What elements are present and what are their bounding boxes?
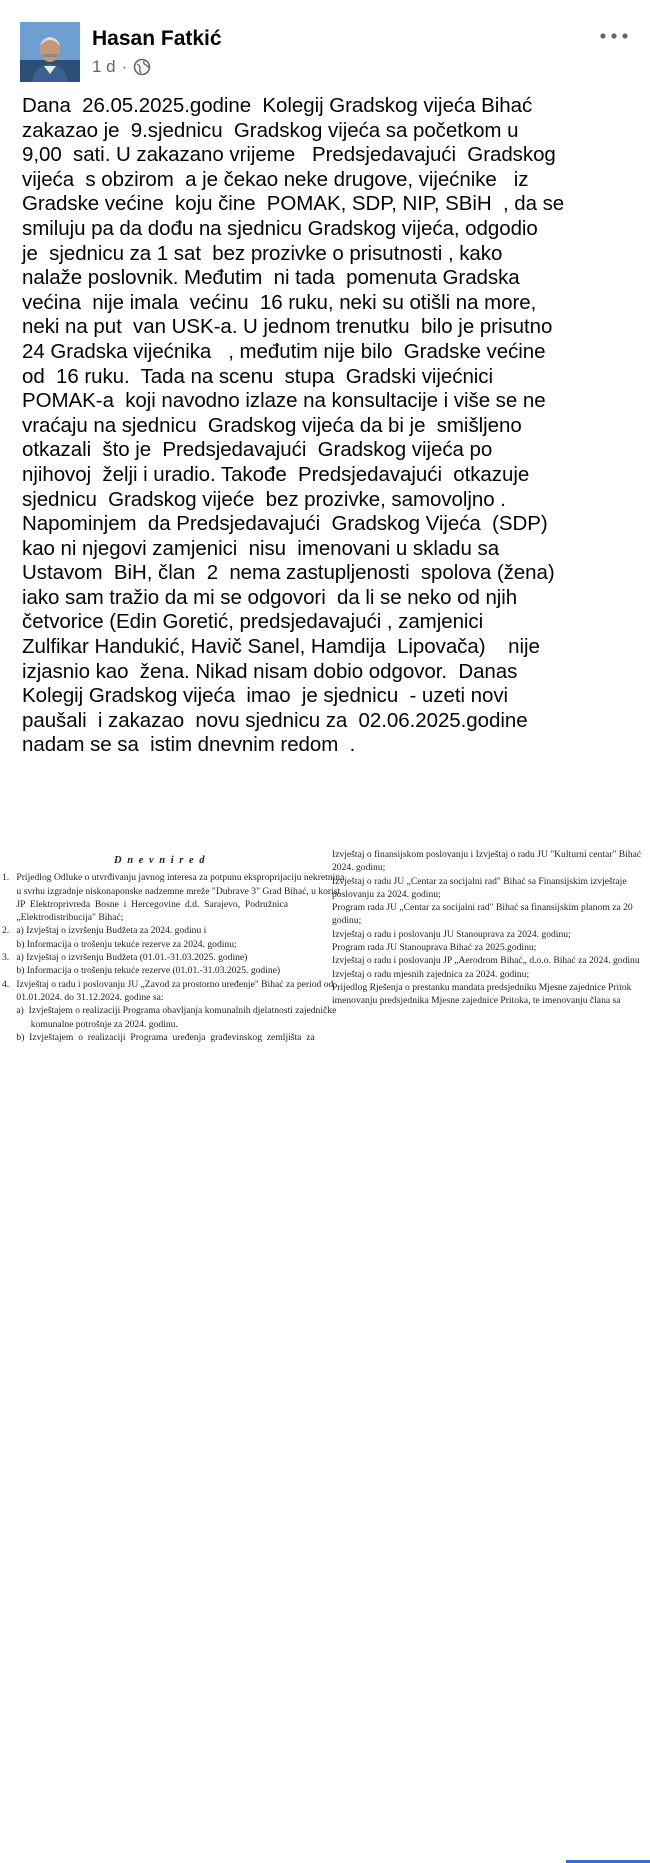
post-text-line: paušali i zakazao novu sjednicu za 02.06.2025.godine bbox=[22, 708, 528, 732]
text-line: imenovanju predsjednika Mjesne zajednice Pritoka, te imenovanju člana sa bbox=[332, 995, 621, 1007]
document-image-agenda-continued[interactable] bbox=[326, 842, 650, 1024]
agenda-continued-lines bbox=[326, 848, 650, 1008]
post-text-line: kao ni njegovi zamjenici nisu imenovani u skladu sa bbox=[22, 536, 500, 560]
post-text-line: 9,00 sati. U zakazano vrijeme Predsjedavajući Gradskog bbox=[22, 143, 556, 167]
text-line: Izvještaj o radu mjesnih zajednica za 2024. godinu; bbox=[332, 968, 530, 980]
post-text-line: Kolegij Gradskog vijeća imao je sjednicu - uzeti novi bbox=[22, 684, 509, 708]
post-text-line: njihovoj želji i uradio. Takođe Predsjedavajući otkazuje bbox=[22, 462, 530, 486]
text-line: Program rada JU „Centar za socijalni rad" Bihać sa finansijskim planom za 20 bbox=[332, 902, 633, 914]
post-body-text bbox=[22, 94, 642, 758]
text-line: a) Izvještajem o realizaciji Programa obavljanja komunalnih djelatnosti zajedničke bbox=[2, 1005, 337, 1017]
post-text-line: POMAK-a koji navodno izlaze na konsultacije i više se ne bbox=[22, 389, 546, 413]
post-text-line: od 16 ruku. Tada na scenu stupa Gradski vijećnici bbox=[22, 364, 494, 388]
text-line: Izvještaj o radu i poslovanju JP „Aerodrom Bihać„ d.o.o. Bihać za 2024. godinu bbox=[332, 955, 640, 967]
post-text-line: iako sam tražio da mi se odgovori da li se neko od njih bbox=[22, 585, 518, 609]
agenda-lines bbox=[0, 871, 345, 1044]
attached-document-images[interactable] bbox=[0, 842, 650, 1043]
avatar-photo bbox=[20, 22, 80, 82]
text-line: 2024. godinu; bbox=[332, 862, 386, 874]
post-text-line: nadam se sa istim dnevnim redom . bbox=[22, 733, 356, 757]
post-text-line: većina nije imala većinu 16 ruku, neki su otišli na more, bbox=[22, 290, 537, 314]
post-meta bbox=[92, 57, 151, 77]
post-header bbox=[0, 0, 650, 90]
meta-separator: · bbox=[121, 57, 128, 76]
post-text-line: izjasnio kao žena. Nikad nisam dobio odgovor. Danas bbox=[22, 659, 518, 683]
globe-icon bbox=[133, 58, 151, 76]
post-text-line: Napominjem da Predsjedavajući Gradskog Vijeća (SDP) bbox=[22, 512, 548, 536]
text-line: b) Informacija o trošenju tekuće rezerve za 2024. godinu; bbox=[2, 938, 237, 950]
text-line: 4. Izvještaj o radu i poslovanju JU „Zavod za prostorno uređenje" Bihać za period od bbox=[2, 978, 334, 990]
post-text-line: nalaže poslovnik. Međutim ni tada pomenuta Gradska bbox=[22, 266, 520, 290]
post-text-line: Dana 26.05.2025.godine Kolegij Gradskog vijeća Bihać bbox=[22, 94, 533, 117]
post-text-line: Ustavom BiH, član 2 nema zastupljenosti spolova (žena) bbox=[22, 561, 555, 585]
text-line: 01.01.2024. do 31.12.2024. godine sa: bbox=[2, 991, 164, 1003]
text-line: „Elektrodistribucija" Bihać; bbox=[2, 912, 124, 924]
post-text-line: sjednicu Gradskog vijeće bez prozivke, samovoljno . bbox=[22, 487, 506, 511]
post-text-line: Zulfikar Handukić, Havič Sanel, Hamdija Lipovača) nije bbox=[22, 635, 540, 659]
post-text-line: Gradske većine koju čine POMAK, SDP, NIP, SBiH , da se bbox=[22, 192, 565, 216]
text-line: godinu; bbox=[332, 915, 362, 927]
post-text-line: vraćaju na sjednicu Gradskog vijeća da bi je smišljeno bbox=[22, 413, 522, 437]
agenda-title: D n e v n i r e d bbox=[114, 855, 206, 866]
document-image-agenda[interactable] bbox=[0, 842, 345, 1043]
text-line: JP Elektroprivreda Bosne i Hercegovine d.d. Sarajevo, Podružnica bbox=[2, 898, 289, 910]
text-line: b) Izvještajem o realizaciji Programa uređenja građevinskog zemljišta za bbox=[2, 1031, 315, 1043]
text-line: komunalne potrošnje za 2024. godinu. bbox=[2, 1018, 178, 1030]
post-text-line: neki na put van USK-a. U jednom trenutku bilo je prisutno bbox=[22, 315, 553, 339]
text-line: 1. Prijedlog Odluke o utvrđivanju javnog interesa za potpunu eksproprijaciju nekretnina bbox=[2, 872, 345, 884]
post-text-line: četvorice (Edin Goretić, predsjedavajući , zamjenici bbox=[22, 610, 484, 634]
text-line: Izvještaj o finansijskom poslovanju i Izvještaj o radu JU "Kulturni centar" Bihać bbox=[332, 849, 642, 860]
text-line: Prijedlog Rješenja o prestanku mandata predsjedniku Mjesne zajednice Pritok bbox=[332, 981, 632, 993]
text-line: Izvještaj o radu JU „Centar za socijalni rad" Bihać sa Finansijskim izvještaje bbox=[332, 875, 627, 887]
author-avatar[interactable] bbox=[20, 22, 80, 82]
post-text-line: 24 Gradska vijećnika , međutim nije bilo Gradske većine bbox=[22, 339, 546, 363]
post-text-line: otkazali što je Predsjedavajući Gradskog vijeća po bbox=[22, 438, 493, 462]
post-text-line: vijeća s obzirom a je čekao neke drugove, vijećnike iz bbox=[22, 167, 529, 191]
post-text-line: zakazao je 9.sjednicu Gradskog vijeća sa početkom u bbox=[22, 118, 519, 142]
author-name[interactable]: Hasan Fatkić bbox=[92, 27, 222, 50]
text-line: poslovanju za 2024. godinu; bbox=[332, 888, 441, 900]
text-line: u svrhu izgradnje niskonaponske nadzemne mreže "Dubrave 3" Grad Bihać, u korist bbox=[2, 885, 341, 897]
text-line: b) Informacija o trošenju tekuće rezerve (01.01.-31.03.2025. godine) bbox=[2, 965, 281, 977]
more-options-icon[interactable] bbox=[598, 26, 630, 46]
text-line: 2. a) Izvještaj o izvršenju Budžeta za 2024. godinu i bbox=[2, 925, 207, 937]
post-text-line: smiluju pa da dođu na sjednicu Gradskog vijeća, odgodio bbox=[22, 216, 538, 240]
text-line: Izvještaj o radu i poslovanju JU Stanoupravа za 2024. godinu; bbox=[332, 928, 571, 940]
post-text-line: je sjednicu za 1 sat bez prozivke o prisutnosti , kako bbox=[22, 241, 503, 265]
post-time[interactable]: 1 d bbox=[92, 57, 116, 76]
text-line: Program rada JU Stanouprava Bihać za 2025.godinu; bbox=[332, 942, 537, 954]
text-line: 3. a) Izvještaj o izvršenju Budžeta (01.01.-31.03.2025. godine) bbox=[2, 952, 248, 964]
